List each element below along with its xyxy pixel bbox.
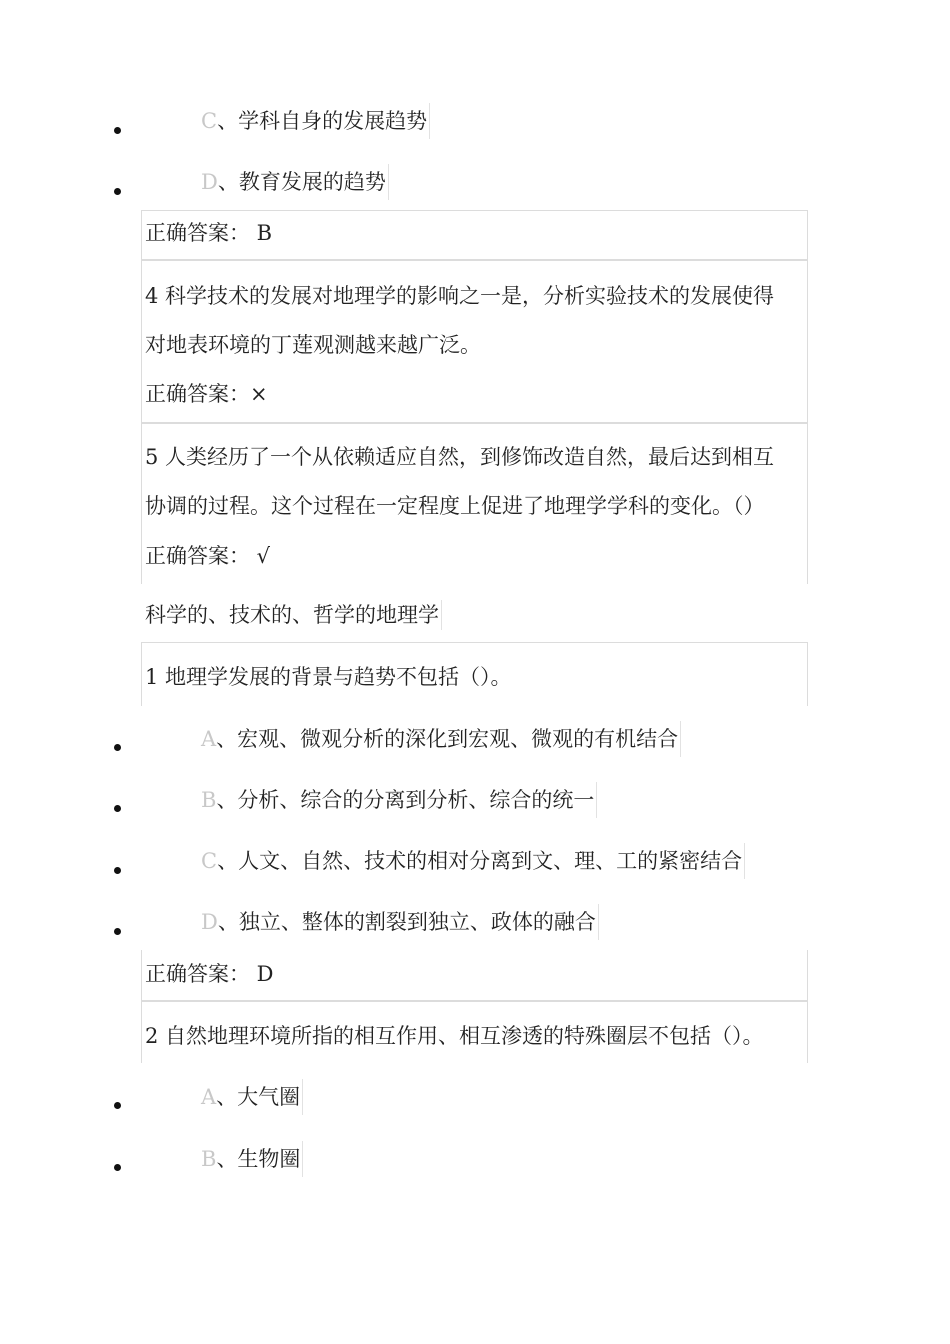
option-d[interactable]: D、独立、整体的割裂到独立、政体的融合 (201, 904, 599, 940)
bullet (114, 867, 121, 874)
option-d[interactable]: D、教育发展的趋势 (201, 164, 389, 200)
bullet (114, 1164, 121, 1171)
correct-answer: 正确答案： √ (145, 544, 271, 568)
correct-answer: 正确答案：× (145, 382, 268, 406)
bullet (114, 744, 121, 751)
bullet (114, 928, 121, 935)
correct-answer: 正确答案： B (145, 221, 273, 245)
question-text: 5 人类经历了一个从依赖适应自然，到修饰改造自然，最后达到相互 (145, 445, 775, 469)
bullet (114, 1102, 121, 1109)
option-a[interactable]: A、大气圈 (201, 1079, 303, 1115)
question-text: 对地表环境的丁莲观测越来越广泛。 (145, 333, 481, 357)
option-a[interactable]: A、宏观、微观分析的深化到宏观、微观的有机结合 (201, 721, 681, 757)
option-b[interactable]: B、分析、综合的分离到分析、综合的统一 (201, 782, 597, 818)
bullet (114, 127, 121, 134)
question-text: 协调的过程。这个过程在一定程度上促进了地理学学科的变化。（） (145, 494, 765, 518)
bullet (114, 188, 121, 195)
question-text: 1 地理学发展的背景与趋势不包括（）。 (145, 665, 512, 689)
question-text: 2 自然地理环境所指的相互作用、相互渗透的特殊圈层不包括（）。 (145, 1024, 764, 1048)
option-b[interactable]: B、生物圈 (201, 1141, 303, 1177)
question-text: 4 科学技术的发展对地理学的影响之一是，分析实验技术的发展使得 (145, 284, 775, 308)
bullet (114, 805, 121, 812)
option-c[interactable]: C、人文、自然、技术的相对分离到文、理、工的紧密结合 (201, 843, 745, 879)
option-c[interactable]: C、学科自身的发展趋势 (201, 103, 430, 139)
correct-answer: 正确答案： D (145, 962, 274, 986)
section-title: 科学的、技术的、哲学的地理学 (145, 600, 442, 630)
